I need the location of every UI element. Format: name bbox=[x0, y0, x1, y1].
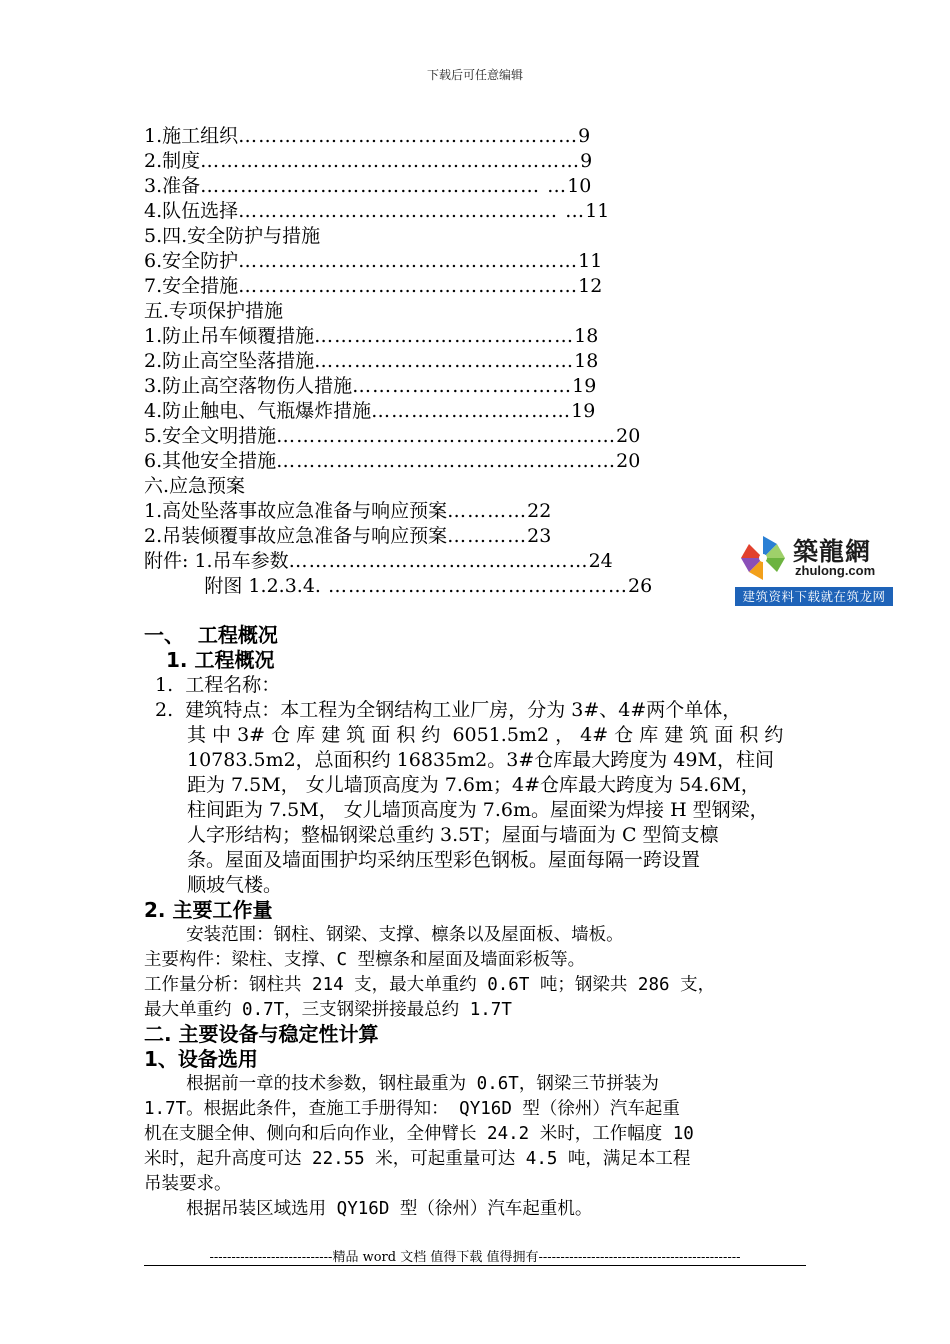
toc-page: 9 bbox=[580, 150, 593, 172]
list-item: 1. 工程名称： bbox=[155, 674, 281, 696]
toc-entry[interactable] bbox=[144, 124, 590, 149]
toc-label: 2.制度 bbox=[144, 150, 201, 172]
text-line: 10783.5m2，总面积约 16835m2。3#仓库最大跨度为 49M，柱间 bbox=[187, 749, 774, 771]
toc-page: 10 bbox=[567, 175, 592, 197]
toc-label: 2.防止高空坠落措施 bbox=[144, 350, 315, 372]
toc-entry[interactable] bbox=[144, 549, 613, 574]
toc-entry[interactable] bbox=[144, 524, 551, 549]
pinwheel-icon bbox=[737, 532, 789, 584]
text-line: 安装范围：钢柱、钢梁、支撑、檩条以及屋面板、墙板。 bbox=[144, 925, 624, 945]
section-title: 一、 工程概况 bbox=[144, 623, 278, 647]
toc-leader: ……………………………………… bbox=[320, 575, 628, 597]
toc-page: 11 bbox=[578, 250, 603, 272]
toc-entry[interactable] bbox=[144, 174, 591, 199]
toc-entry[interactable] bbox=[144, 224, 320, 249]
toc-page: 26 bbox=[628, 575, 653, 597]
toc-label: 6.安全防护 bbox=[144, 250, 239, 272]
logo-domain: zhulong.com bbox=[795, 563, 876, 578]
toc-leader: ………………………………… bbox=[314, 325, 575, 347]
toc-label: 7.安全措施 bbox=[144, 275, 239, 297]
text-line: 其 中 3# 仓 库 建 筑 面 积 约 6051.5m2 ， 4# 仓 库 建 筑 面 积 约 bbox=[187, 724, 784, 746]
text-line: 机在支腿全伸、侧向和后向作业，全伸臂长 24.2 米时，工作幅度 10 bbox=[144, 1124, 694, 1144]
text-line: 主要构件：梁柱、支撑、C 型檩条和屋面及墙面彩板等。 bbox=[144, 950, 586, 970]
text-line: 柱间距为 7.5M， 女儿墙顶高度为 7.6m。屋面梁为焊接 H 型钢梁， bbox=[187, 799, 769, 821]
text-line: 距为 7.5M， 女儿墙顶高度为 7.6m；4#仓库最大跨度为 54.6M， bbox=[187, 774, 760, 796]
footer-divider bbox=[144, 1265, 806, 1266]
toc-leader: ………………………………… bbox=[314, 350, 575, 372]
toc-leader: …………………………………………… bbox=[238, 125, 579, 147]
toc-page: 20 bbox=[616, 425, 641, 447]
toc-leader: …………………………………………… bbox=[276, 425, 617, 447]
toc-label: 2.吊装倾覆事故应急准备与响应预案 bbox=[144, 525, 448, 547]
toc-entry[interactable] bbox=[144, 399, 595, 424]
toc-leader: …………………………… bbox=[352, 375, 573, 397]
toc-page: 11 bbox=[585, 200, 610, 222]
logo-name: 築龍網 bbox=[793, 537, 872, 566]
toc-label: 六.应急预案 bbox=[144, 475, 246, 497]
toc-page: 20 bbox=[616, 450, 641, 472]
toc-page: 22 bbox=[527, 500, 552, 522]
toc-label: 5.四.安全防护与措施 bbox=[144, 225, 321, 247]
toc-entry[interactable] bbox=[144, 574, 652, 599]
toc-label: 1.防止吊车倾覆措施 bbox=[144, 325, 315, 347]
text-line: 最大单重约 0.7T，三支钢梁拼接最总约 1.7T bbox=[144, 1000, 512, 1020]
toc-label: 3.防止高空落物伤人措施 bbox=[144, 375, 353, 397]
section-title: 2. 主要工作量 bbox=[144, 898, 273, 922]
header-note: 下载后可任意编辑 bbox=[426, 68, 523, 82]
toc-label: 附件: 1.吊车参数 bbox=[144, 550, 289, 572]
toc-page: 18 bbox=[574, 325, 599, 347]
toc-page: 24 bbox=[588, 550, 613, 572]
toc-leader: …………………………………………… bbox=[238, 250, 579, 272]
zhulong-logo[interactable] bbox=[735, 530, 893, 606]
text-line: 条。屋面及墙面围护均采纳压型彩色钢板。屋面每隔一跨设置 bbox=[187, 849, 701, 871]
text-line: 工作量分析：钢柱共 214 支，最大单重约 0.6T 吨；钢梁共 286 支， bbox=[144, 975, 716, 995]
toc-page: 19 bbox=[571, 400, 596, 422]
text-line: 米时，起升高度可达 22.55 米，可起重量可达 4.5 吨，满足本工程 bbox=[144, 1149, 691, 1169]
text-line: 吊装要求。 bbox=[144, 1174, 232, 1194]
toc-label: 4.防止触电、气瓶爆炸措施 bbox=[144, 400, 372, 422]
toc-leader: ………………………………………… … bbox=[238, 200, 586, 222]
text-line: 1.7T。根据此条件，查施工手册得知： QY16D 型（徐州）汽车起重 bbox=[144, 1099, 680, 1119]
toc-leader: …………………………………………… … bbox=[200, 175, 568, 197]
toc-entry[interactable] bbox=[144, 324, 598, 349]
text-line: 人字形结构；整榀钢梁总重约 3.5T；屋面与墙面为 C 型简支檩 bbox=[187, 824, 719, 846]
subsection-title: 1、设备选用 bbox=[144, 1047, 258, 1071]
section-title: 二. 主要设备与稳定性计算 bbox=[144, 1022, 379, 1046]
toc-entry[interactable] bbox=[144, 374, 596, 399]
toc-entry[interactable] bbox=[144, 424, 640, 449]
text-line: 根据吊装区域选用 QY16D 型（徐州）汽车起重机。 bbox=[144, 1199, 593, 1219]
toc-label: 6.其他安全措施 bbox=[144, 450, 277, 472]
toc-label: 5.安全文明措施 bbox=[144, 425, 277, 447]
toc-page: 19 bbox=[572, 375, 597, 397]
toc-label: 1.高处坠落事故应急准备与响应预案 bbox=[144, 500, 448, 522]
toc-leader: ………… bbox=[447, 500, 528, 522]
toc-leader: ………………………………………………… bbox=[200, 150, 581, 172]
subsection-title: 1. 工程概况 bbox=[166, 648, 275, 672]
toc-leader: ………………………… bbox=[371, 400, 572, 422]
toc-leader: ………… bbox=[447, 525, 528, 547]
toc-entry[interactable] bbox=[144, 199, 609, 224]
toc-leader: …………………………………………… bbox=[276, 450, 617, 472]
text-line: 根据前一章的技术参数，钢柱最重为 0.6T，钢梁三节拼装为 bbox=[144, 1074, 659, 1094]
toc-leader: ……………………………………… bbox=[288, 550, 589, 572]
logo-slogan: 建筑资料下载就在筑龙网 bbox=[735, 587, 893, 606]
toc-entry[interactable] bbox=[144, 474, 245, 499]
toc-entry[interactable] bbox=[144, 149, 592, 174]
toc-label: 3.准备 bbox=[144, 175, 201, 197]
toc-label: 五.专项保护措施 bbox=[144, 300, 284, 322]
toc-page: 23 bbox=[527, 525, 552, 547]
toc-leader: …………………………………………… bbox=[238, 275, 579, 297]
text-line: 2. 建筑特点：本工程为全钢结构工业厂房，分为 3#、4#两个单体， bbox=[155, 699, 742, 721]
footer-note: ----------------------------精品 word 文档 值得下载 值得拥有---------------------------------------------- bbox=[209, 1250, 741, 1265]
toc-label: 4.队伍选择 bbox=[144, 200, 239, 222]
toc-entry[interactable] bbox=[144, 349, 598, 374]
toc-page: 18 bbox=[574, 350, 599, 372]
toc-entry[interactable] bbox=[144, 299, 283, 324]
text-line: 顺坡气楼。 bbox=[187, 874, 283, 896]
toc-page: 9 bbox=[578, 125, 591, 147]
toc-label: 附图 1.2.3.4. bbox=[144, 575, 321, 597]
toc-entry[interactable] bbox=[144, 274, 602, 299]
toc-entry[interactable] bbox=[144, 449, 640, 474]
toc-entry[interactable] bbox=[144, 499, 551, 524]
toc-label: 1.施工组织 bbox=[144, 125, 239, 147]
toc-page: 12 bbox=[578, 275, 603, 297]
toc-entry[interactable] bbox=[144, 249, 602, 274]
